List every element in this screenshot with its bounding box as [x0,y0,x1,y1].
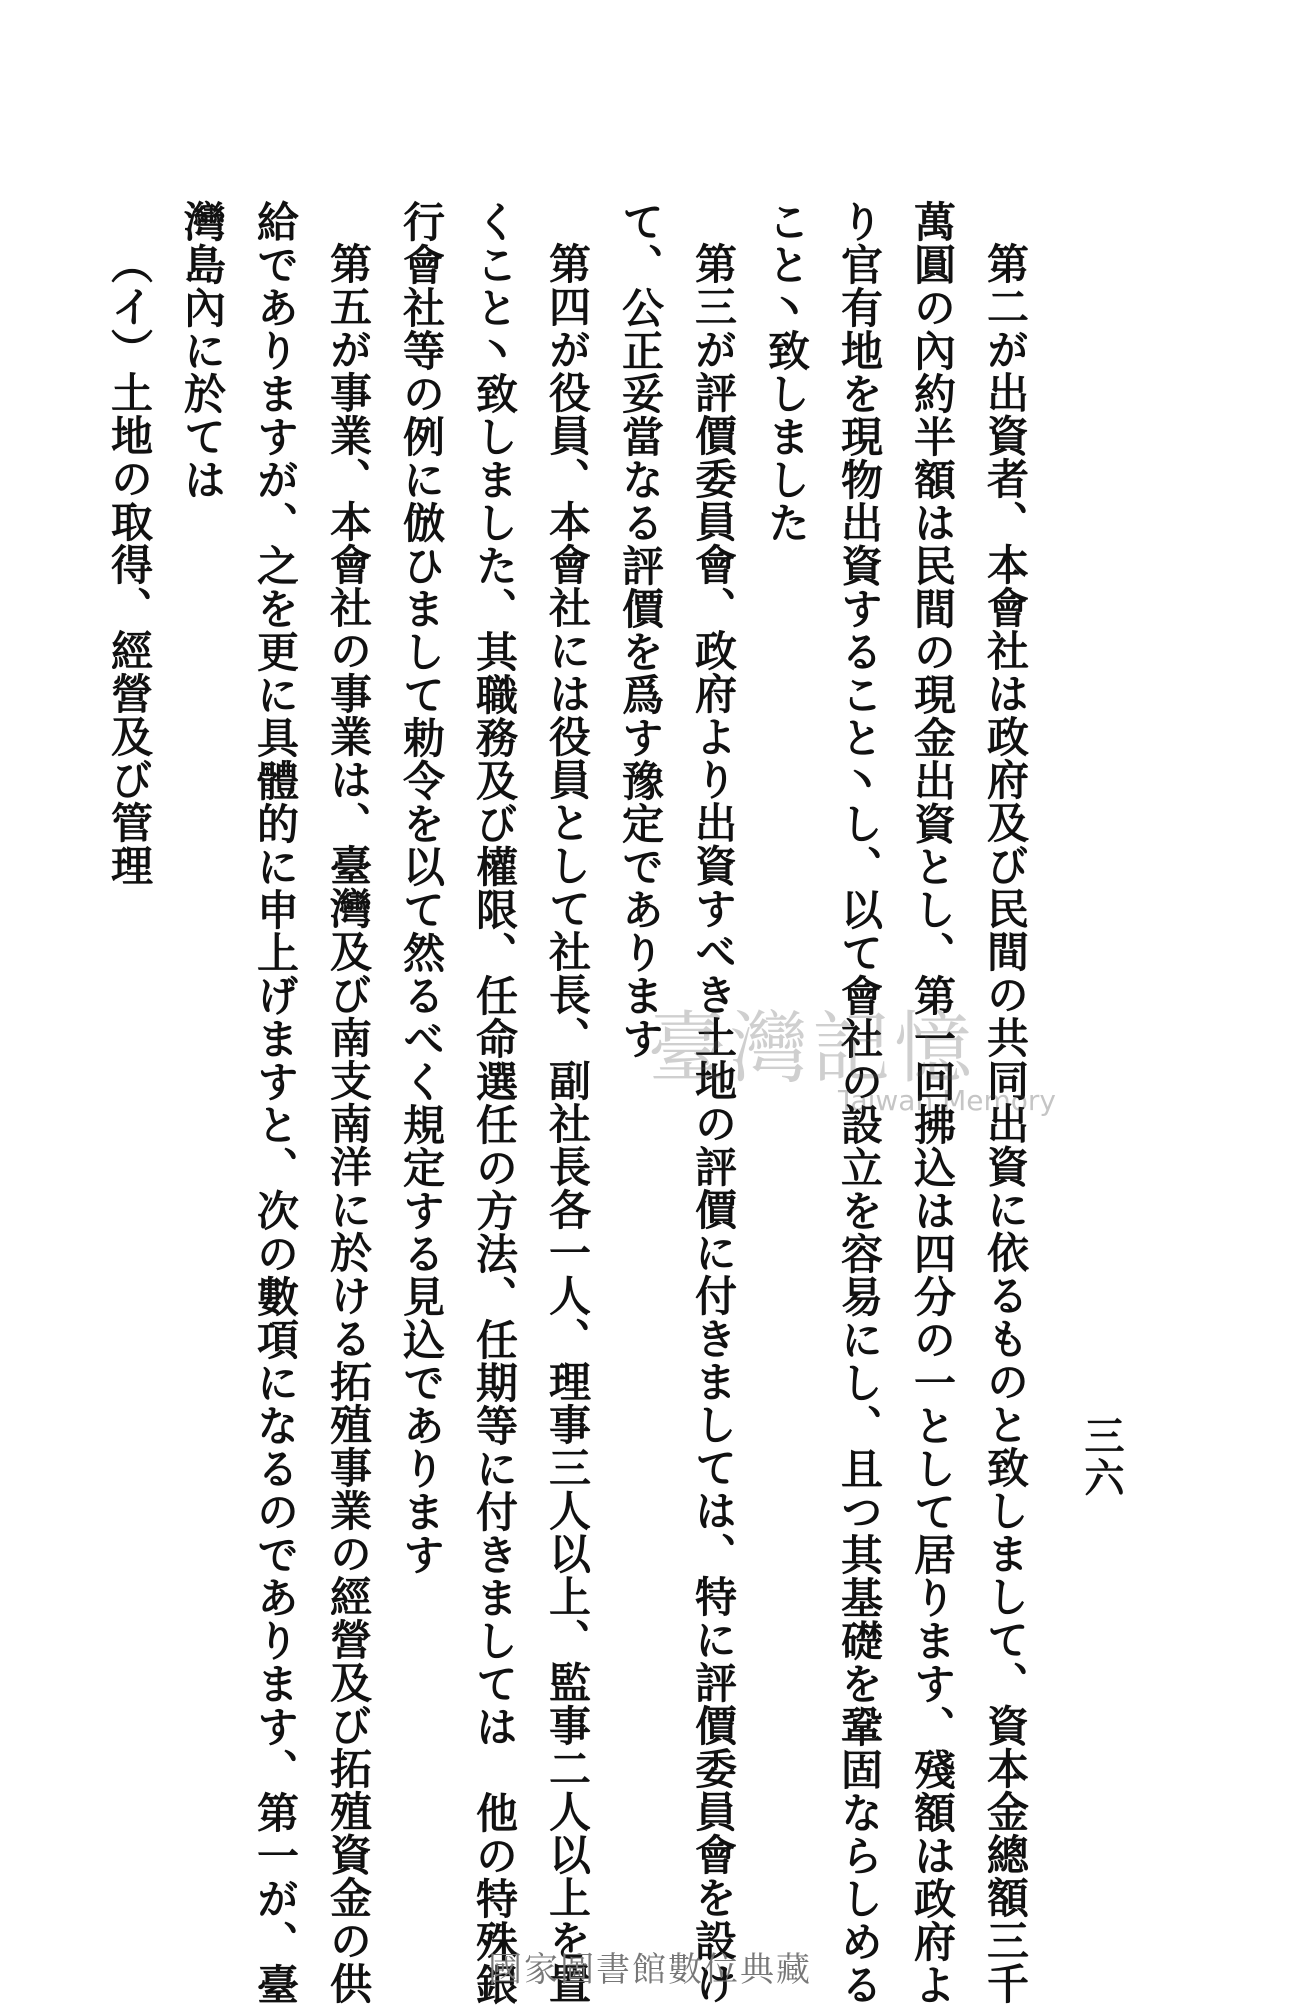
text-column: て、公正妥當なる評價を爲す豫定であります [616,200,665,1060]
text-column: 給でありますが、之を更に具體的に申上げますと、次の數項になるのであります、第一が、臺 [251,200,300,2006]
page-number: 三六 [1078,1415,1125,1499]
text-column: （イ）土地の取得、經營及び管理 [105,242,154,887]
text-column: くこと丶致しました、其職務及び權限、任命選任の方法、任期等に付きましては 他の特殊銀 [470,200,519,2006]
text-column: り官有地を現物出資すること丶し、以て會社の設立を容易にし、且つ其基礎を鞏固ならしめる [835,200,884,2006]
watermark-english: Taiwan Memory [838,1084,1056,1117]
text-column: 第四が役員、本會社には役員として社長、副社長各一人、理事三人以上、監事二人以上を置 [543,242,592,2005]
text-column: 第三が評價委員會、政府より出資すべき土地の評價に付きましては、特に評價委員會を設け [689,242,738,2005]
text-column: 行會社等の例に倣ひまして勅令を以て然るべく規定する見込であります [397,200,446,1576]
watermark-chinese: 臺灣記憶 [648,1004,977,1094]
text-column: こと丶致しました [762,200,811,544]
text-column: 萬圓の內約半額は民間の現金出資とし、第一回拂込は四分の一として居ります、殘額は政府よ [908,200,957,2006]
text-column: 第二が出資者、本會社は政府及び民間の共同出資に依るものと致しまして、資本金總額三千 [981,242,1030,2005]
text-column: 灣島內に於ては [178,200,227,501]
text-column: 第五が事業、本會社の事業は、臺灣及び南支南洋に於ける拓殖事業の經營及び拓殖資金の供 [324,242,373,2005]
footer-attribution: 國家圖書館數位典藏 [488,1950,812,1990]
